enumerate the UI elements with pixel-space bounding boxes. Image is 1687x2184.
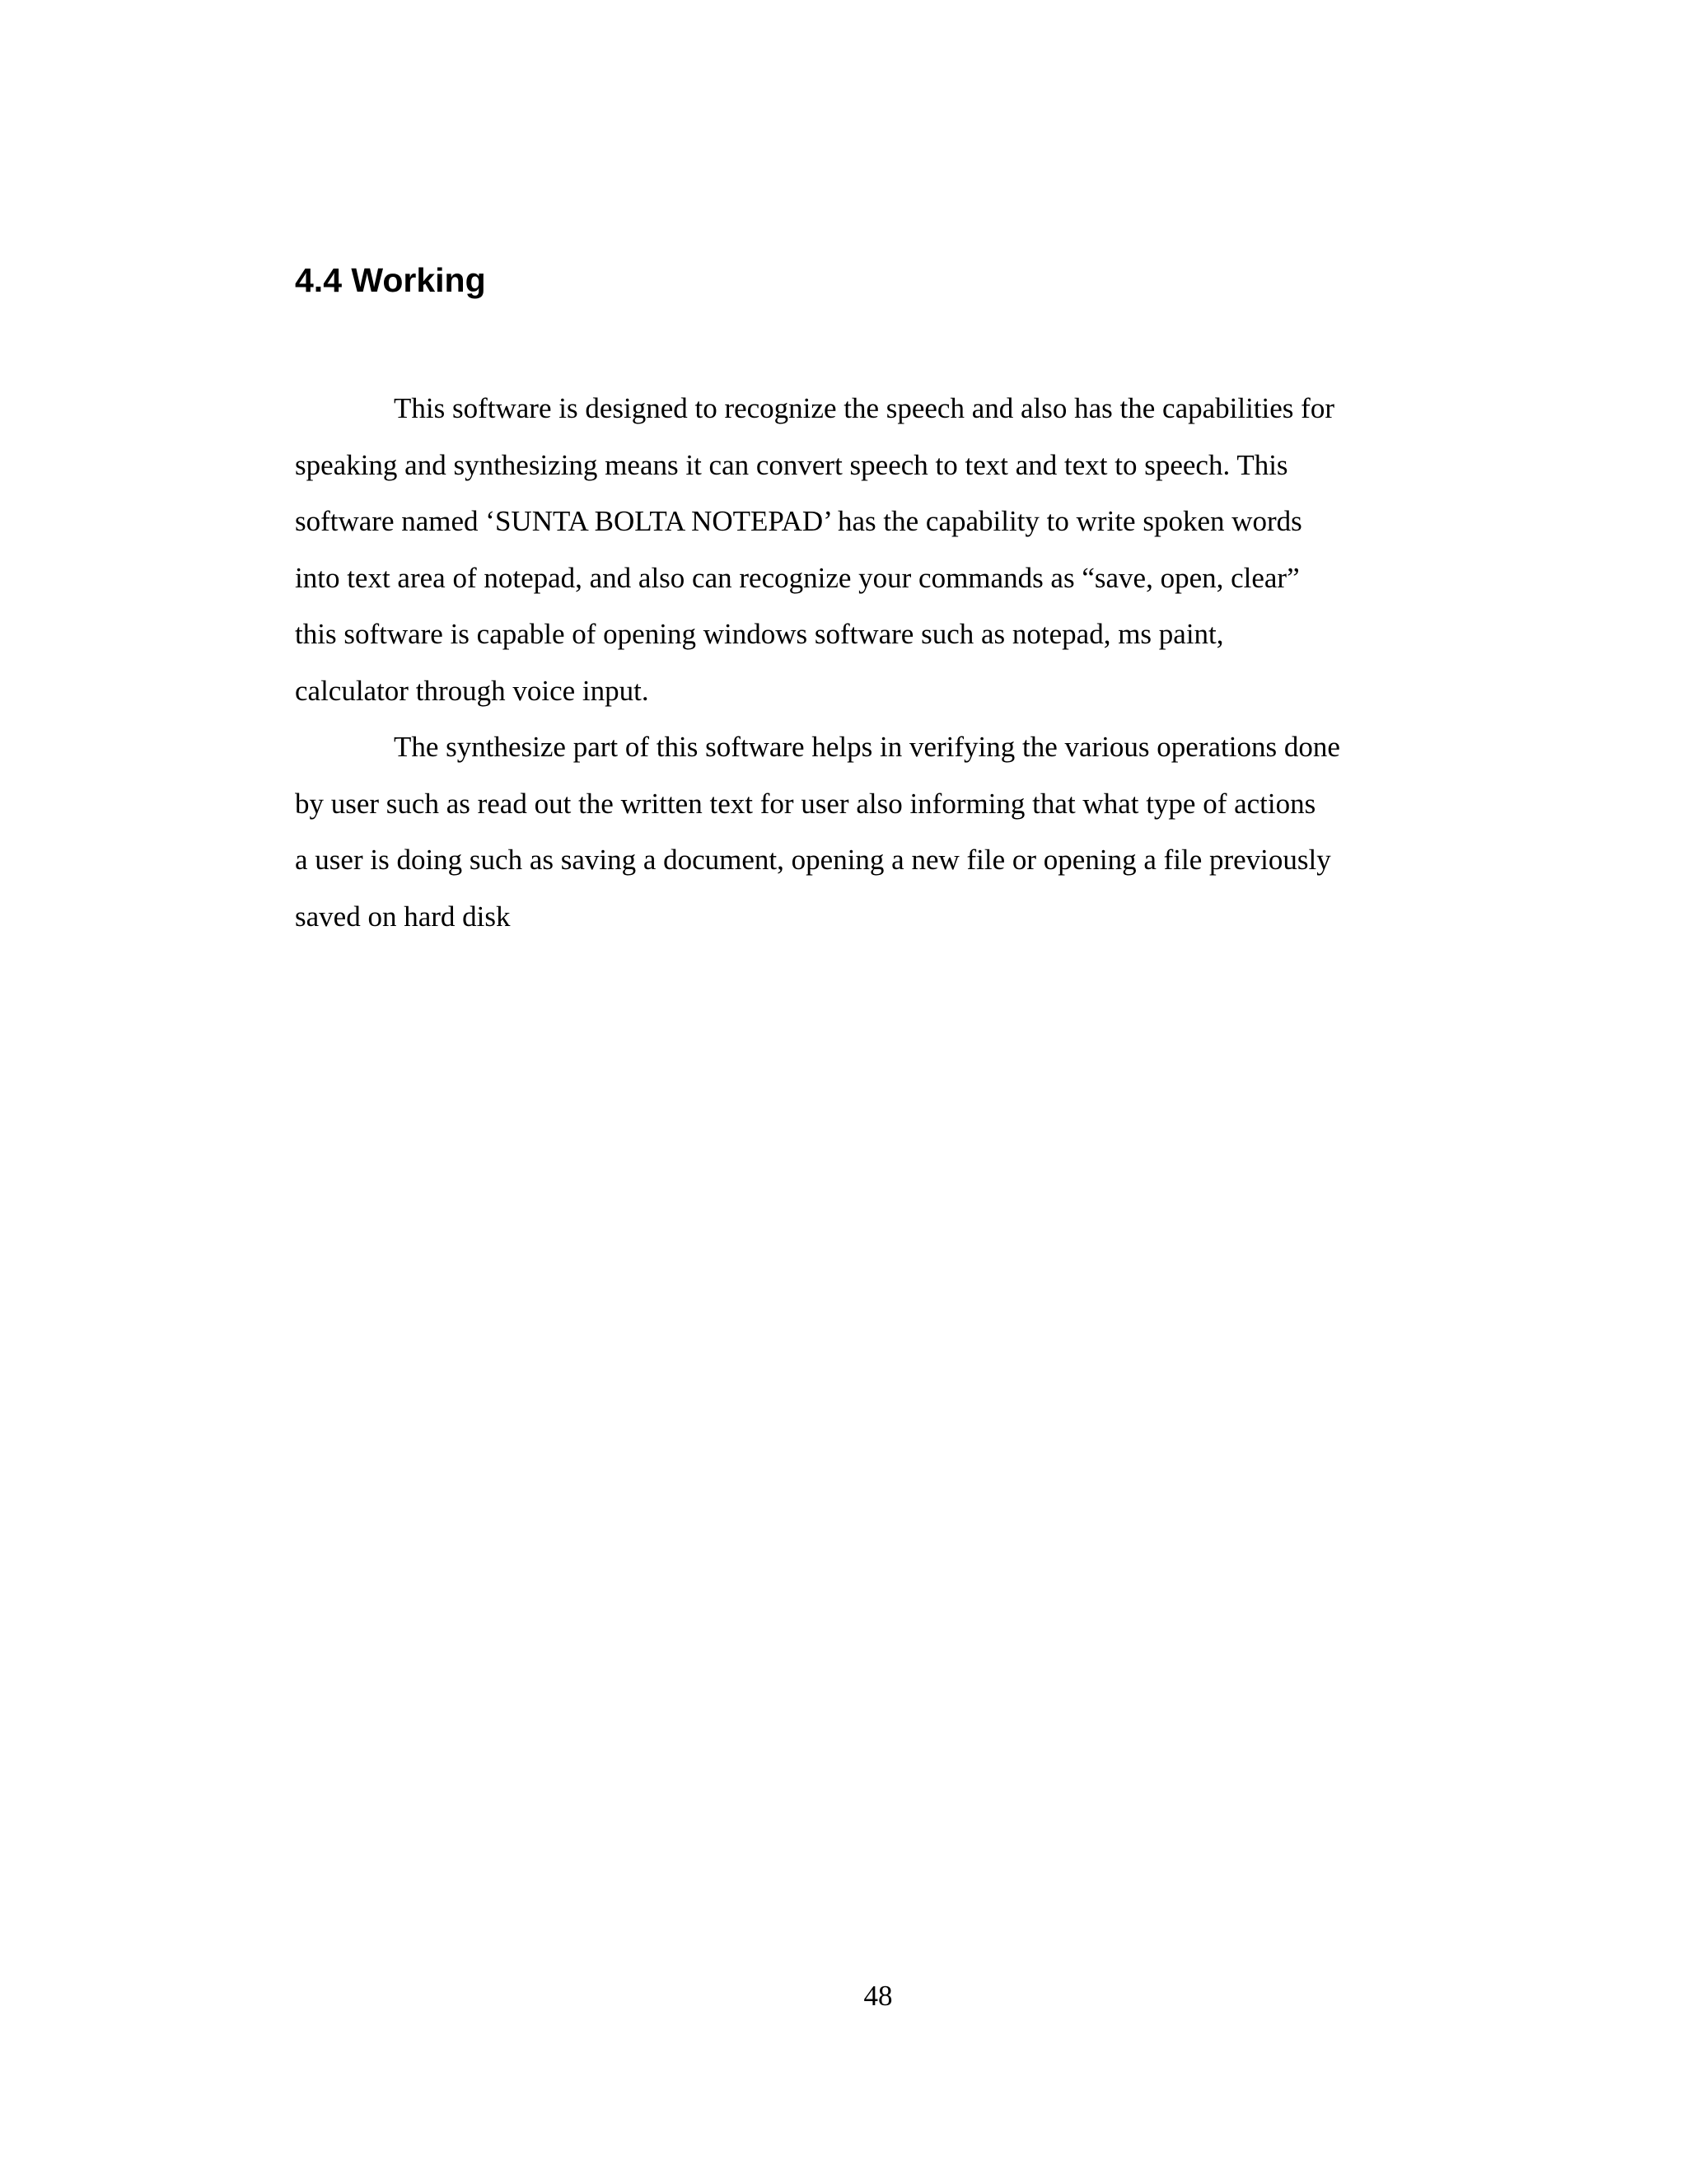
text-line: This software is designed to recognize the speech and also has the capabilities for [394, 392, 1334, 424]
text-line: speaking and synthesizing means it can convert speech to text and text to speech. This [295, 448, 1288, 481]
text-line: calculator through voice input. [295, 674, 649, 707]
text-line: a user is doing such as saving a document, opening a new file or opening a file previously [295, 844, 1331, 876]
page-number: 48 [863, 1980, 893, 2012]
paragraph-2 [295, 719, 1366, 945]
text-line: saved on hard disk [295, 900, 511, 933]
text-line: The synthesize part of this software helps in verifying the various operations done [394, 731, 1340, 763]
text-line: this software is capable of opening windows software such as notepad, ms paint, [295, 618, 1224, 650]
paragraph-1 [295, 381, 1366, 719]
text-line: into text area of notepad, and also can recognize your commands as “save, open, clear” [295, 561, 1300, 594]
text-line: software named ‘SUNTA BOLTA NOTEPAD’ has the capability to write spoken words [295, 505, 1302, 537]
body-text [295, 381, 1366, 945]
section-heading: 4.4 Working [295, 261, 486, 299]
text-line: by user such as read out the written text for user also informing that what type of actions [295, 787, 1316, 820]
